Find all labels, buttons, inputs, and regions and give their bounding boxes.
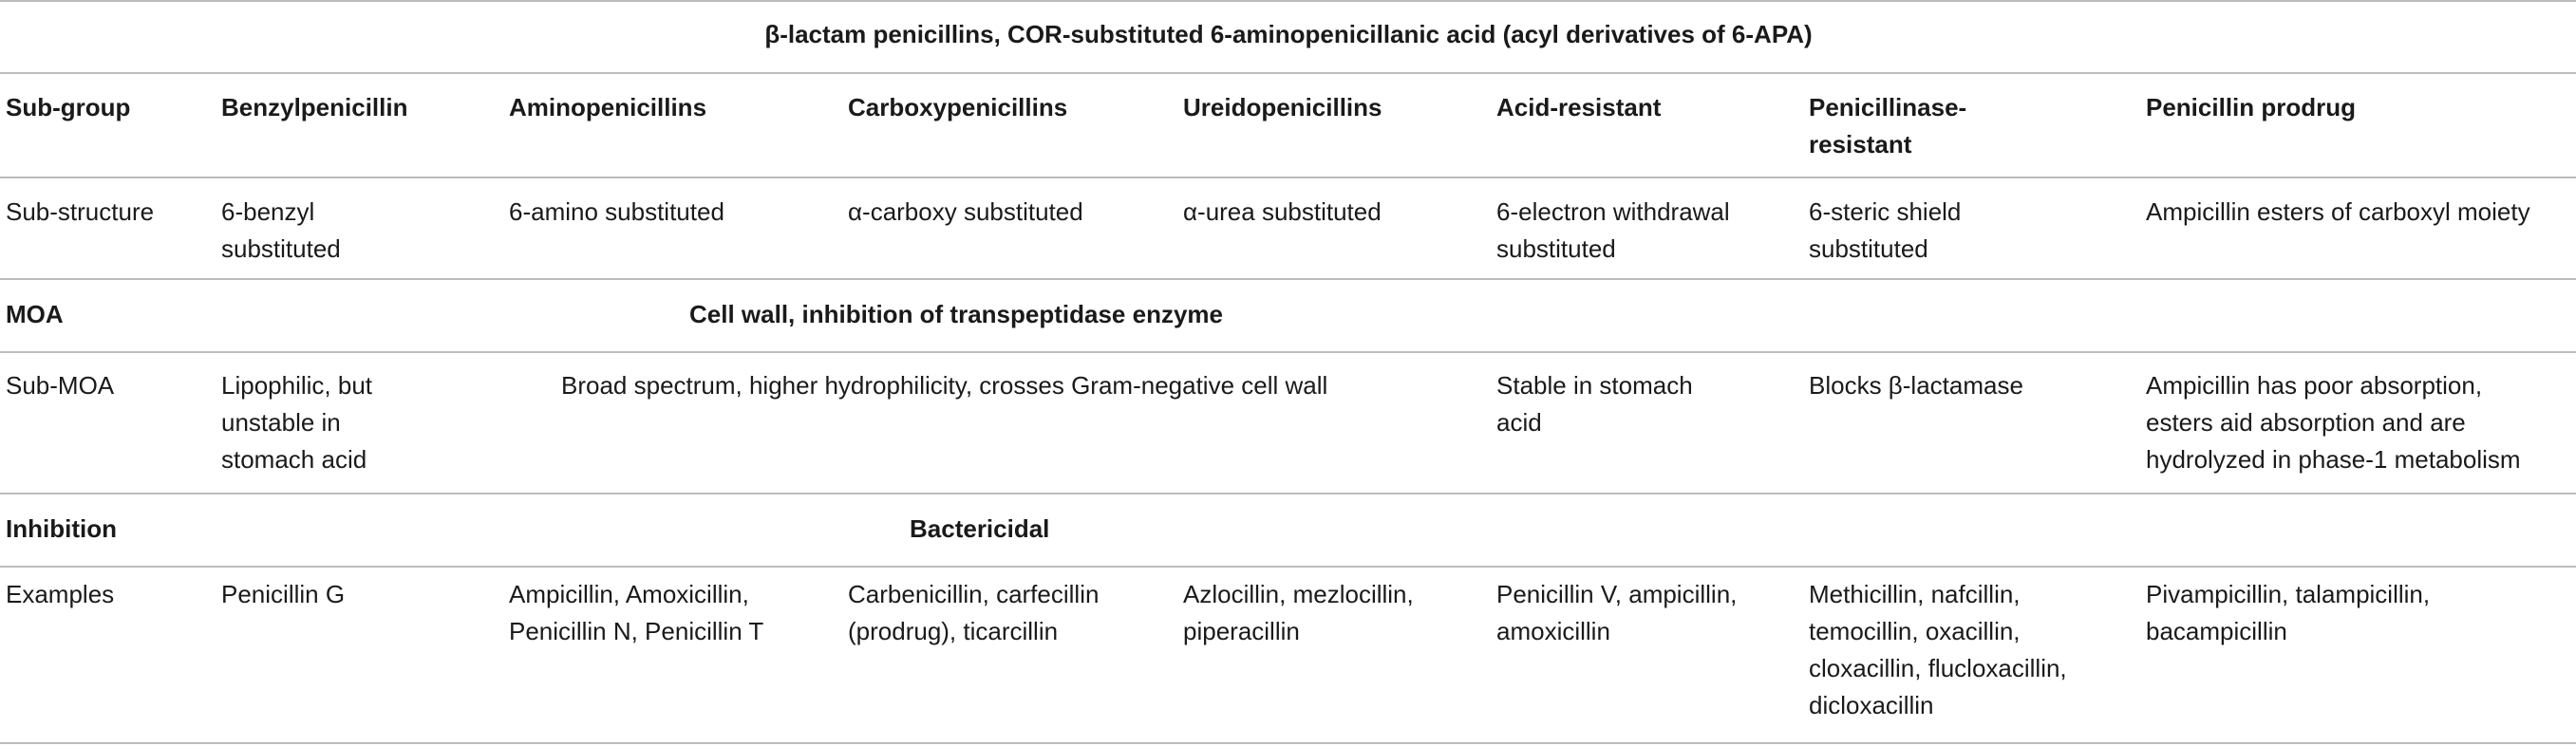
row-label-subgroup: Sub-group	[6, 93, 131, 121]
examples-benzyl: Penicillin G	[221, 580, 346, 608]
inhibition-value: Bactericidal	[910, 514, 1050, 543]
row-label-inhibition: Inhibition	[6, 514, 117, 543]
rule-bottom	[0, 742, 2576, 744]
examples-penicillinase: Methicillin, nafcillin, temocillin, oxacillin, cloxacillin, flucloxacillin, dicloxacillin	[1809, 580, 2067, 719]
submoa-penicillinase: Blocks β-lactamase	[1809, 371, 2023, 400]
header-penicillin-prodrug: Penicillin prodrug	[2146, 93, 2357, 121]
examples-prodrug: Pivampicillin, talampicillin, bacampicillin	[2146, 580, 2431, 645]
examples-acid-resistant: Penicillin V, ampicillin, amoxicillin	[1496, 580, 1738, 645]
rule-under-header	[0, 177, 2576, 178]
submoa-prodrug: Ampicillin has poor absorption, esters aid absorption and are hydrolyzed in phase-1 metabolism	[2146, 371, 2521, 474]
substructure-ureido: α-urea substituted	[1183, 197, 1382, 226]
row-label-substructure: Sub-structure	[6, 197, 155, 226]
examples-carboxy: Carbenicillin, carfecillin (prodrug), ticarcillin	[848, 580, 1100, 645]
row-label-submoa: Sub-MOA	[6, 371, 115, 400]
examples-amino: Ampicillin, Amoxicillin, Penicillin N, Penicillin T	[509, 580, 764, 645]
row-label-examples: Examples	[6, 580, 115, 608]
moa-value: Cell wall, inhibition of transpeptidase enzyme	[689, 300, 1223, 328]
rule-under-title	[0, 72, 2576, 74]
header-penicillinase-resistant: Penicillinase- resistant	[1809, 93, 1967, 159]
substructure-acid-resistant: 6-electron withdrawal substituted	[1496, 197, 1730, 263]
rule-under-inhibition	[0, 566, 2576, 568]
substructure-prodrug: Ampicillin esters of carboxyl moiety	[2146, 197, 2530, 226]
rule-under-substructure	[0, 278, 2576, 280]
header-aminopenicillins: Aminopenicillins	[509, 93, 707, 121]
examples-ureido: Azlocillin, mezlocillin, piperacillin	[1183, 580, 1414, 645]
rule-under-submoa	[0, 493, 2576, 494]
substructure-carboxy: α-carboxy substituted	[848, 197, 1083, 226]
substructure-penicillinase: 6-steric shield substituted	[1809, 197, 1962, 263]
rule-top	[0, 0, 2576, 2]
submoa-broad-spectrum: Broad spectrum, higher hydrophilicity, crosses Gram-negative cell wall	[561, 371, 1328, 400]
substructure-amino: 6-amino substituted	[509, 197, 724, 226]
substructure-benzyl: 6-benzyl substituted	[221, 197, 341, 263]
submoa-benzyl: Lipophilic, but unstable in stomach acid	[221, 371, 372, 474]
header-ureidopenicillins: Ureidopenicillins	[1183, 93, 1382, 121]
header-carboxypenicillins: Carboxypenicillins	[848, 93, 1068, 121]
header-benzylpenicillin: Benzylpenicillin	[221, 93, 408, 121]
rule-under-moa	[0, 351, 2576, 353]
submoa-acid-resistant: Stable in stomach acid	[1496, 371, 1693, 437]
table-title: β-lactam penicillins, COR-substituted 6-aminopenicillanic acid (acyl derivatives of 6-APA)	[764, 20, 1813, 48]
row-label-moa: MOA	[6, 300, 64, 328]
header-acid-resistant: Acid-resistant	[1496, 93, 1662, 121]
